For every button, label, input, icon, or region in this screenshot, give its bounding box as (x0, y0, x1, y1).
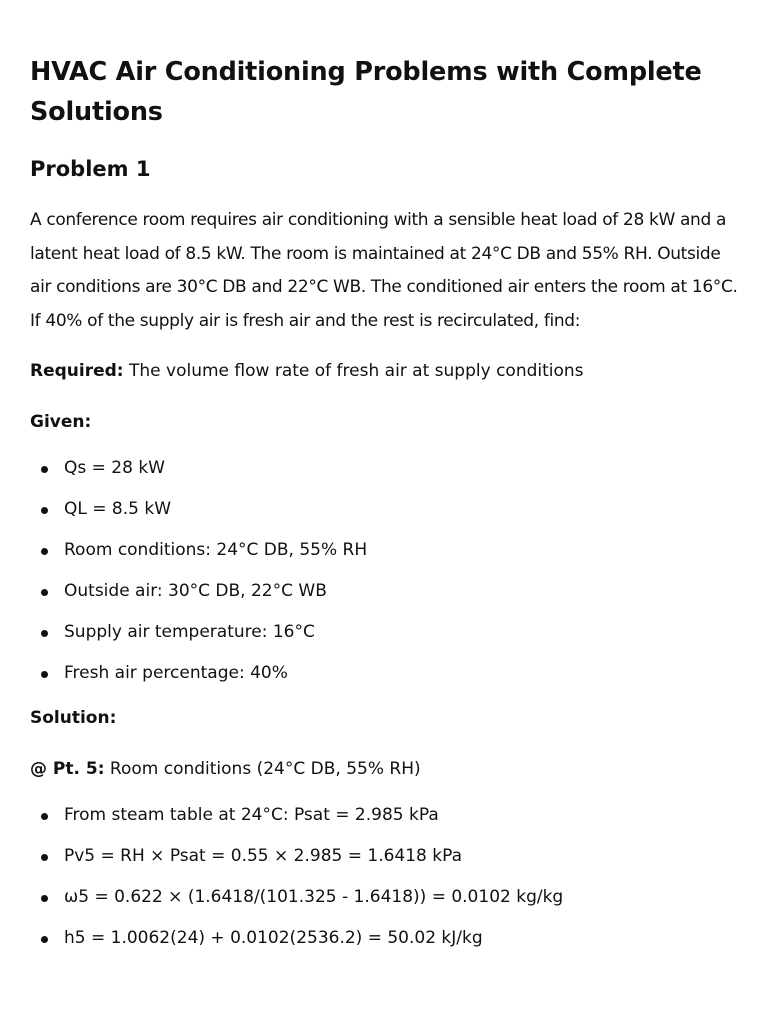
solution-step-text: ω5 = 0.622 × (1.6418/(101.325 - 1.6418)) = 0.0102 kg/kg (64, 887, 564, 907)
solution-step-text: h5 = 1.0062(24) + 0.0102(2536.2) = 50.02 kJ/kg (64, 928, 483, 948)
bullet-icon (41, 548, 48, 555)
given-line (30, 406, 738, 440)
given-list (30, 456, 738, 685)
bullet-icon (41, 813, 48, 820)
given-item-text: Fresh air percentage: 40% (64, 663, 288, 683)
bullet-icon (41, 466, 48, 473)
bullet-icon (41, 671, 48, 678)
given-item-text: Supply air temperature: 16°C (64, 622, 315, 642)
bullet-icon (41, 895, 48, 902)
bullet-icon (41, 854, 48, 861)
required-text: The volume flow rate of fresh air at supply conditions (123, 361, 584, 381)
point-label: @ Pt. 5: (30, 758, 105, 779)
bullet-icon (41, 630, 48, 637)
solution-label: Solution: (30, 708, 117, 728)
list-item (30, 885, 738, 909)
solution-step-text: Pv5 = RH × Psat = 0.55 × 2.985 = 1.6418 kPa (64, 846, 463, 866)
list-item (30, 926, 738, 950)
point-text: Room conditions (24°C DB, 55% RH) (104, 758, 421, 779)
bullet-icon (41, 507, 48, 514)
list-item (30, 497, 738, 521)
given-item-text: Room conditions: 24°C DB, 55% RH (64, 540, 368, 560)
given-item-text: QL = 8.5 kW (64, 499, 171, 519)
page-title: HVAC Air Conditioning Problems with Complete Solutions (30, 57, 702, 127)
bullet-icon (41, 936, 48, 943)
list-item (30, 803, 738, 827)
problem-statement: A conference room requires air conditioning with a sensible heat load of 28 kW and a latent heat load of 8.5 kW. The room is maintained at 24°C DB and 55% RH. Outside air conditions are 30°C DB and 22°C WB. The conditioned air enters the room at 16°C. If 40% of the supply air is fresh air and the rest is recirculated, find: (30, 210, 738, 331)
list-item (30, 620, 738, 644)
point-5-line (30, 753, 738, 787)
required-line (30, 355, 738, 389)
required-label: Required: (30, 361, 124, 381)
solution-steps-list (30, 803, 738, 950)
list-item (30, 538, 738, 562)
given-item-text: Outside air: 30°C DB, 22°C WB (64, 581, 327, 601)
list-item (30, 661, 738, 685)
given-item-text: Qs = 28 kW (64, 458, 165, 478)
list-item (30, 844, 738, 868)
given-label: Given: (30, 411, 92, 432)
bullet-icon (41, 589, 48, 596)
list-item (30, 456, 738, 480)
solution-step-text: From steam table at 24°C: Psat = 2.985 kPa (64, 805, 439, 825)
solution-line (30, 702, 738, 736)
problem-heading: Problem 1 (30, 157, 151, 181)
list-item (30, 579, 738, 603)
